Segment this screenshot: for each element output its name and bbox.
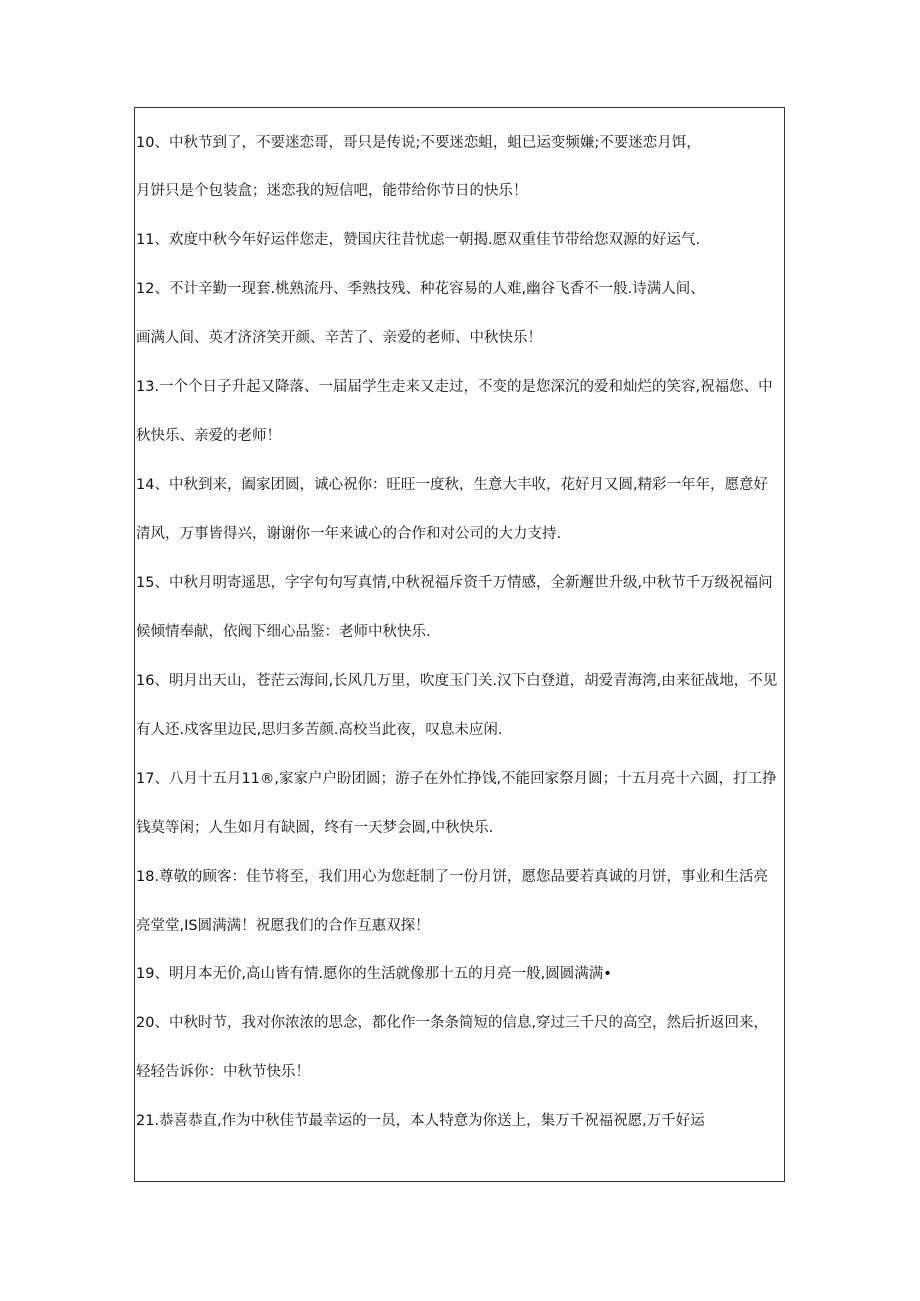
text-line: 13.一个个日子升起又降落、一届届学生走来又走过，不变的是您深沉的爱和灿烂的笑容,祝福您、中	[136, 379, 773, 395]
text-line: 15、中秋月明寄遥思，字字句句写真情,中秋祝福斥资千万情感，全新邂世升级,中秋节千万级祝福问	[136, 575, 773, 591]
text-line: 18.尊敬的顾客：佳节将至，我们用心为您赶制了一份月饼，愿您品要若真诚的月饼，事业和生活亮	[136, 869, 769, 885]
text-line: 10、中秋节到了，不要迷恋哥，哥只是传说;不要迷恋蛆，蛆已运变频嫌;不要迷恋月饵，	[136, 135, 701, 151]
text-line: 画满人间、英才济济笑开颜、辛苦了、亲爱的老师、中秋快乐！	[136, 330, 542, 346]
text-line: 20、中秋时节，我对你浓浓的思念，都化作一条条简短的信息,穿过三千尺的高空，然后折返回来，	[136, 1015, 769, 1031]
text-line: 17、八月十五月11®,家家户户盼团圆；游子在外忙挣饯,不能回家祭月圆；十五月亮十六圆，打工挣	[136, 771, 777, 787]
text-line: 11、欢度中秋今年好运伴您走，赞国庆往昔忧虑一朝揭.愿双重佳节带给您双源的好运气.	[136, 232, 701, 248]
text-line: 有人还.戍客里边民,思归多苦颜.高校当此夜，叹息未应闲.	[136, 722, 503, 738]
text-line: 12、不计辛勤一现套.桃熟流丹、季熟技残、种花容易的人难,幽谷飞香不一般.诗满人间、	[136, 281, 705, 297]
text-line: 月饼只是个包装盒；迷恋我的短信吧，能带给你节日的快乐！	[136, 183, 528, 199]
text-line: 秋快乐、亲爱的老师！	[136, 428, 281, 444]
text-line: 21.恭喜恭直,作为中秋佳节最幸运的一员，本人特意为你送上，集万千祝福祝愿,万千好运	[136, 1113, 705, 1129]
text-line: 19、明月本无价,高山皆有情.愿你的生活就像那十五的月亮一般,圆圆满满•	[136, 966, 612, 982]
text-line: 亮堂堂,IS圆满满！祝愿我们的合作互惠双探！	[136, 918, 430, 934]
text-line: 14、中秋到来，阖家团圆，诚心祝你：旺旺一度秋，生意大丰收，花好月又圆,精彩一年年，愿意好	[136, 477, 769, 493]
text-line: 16、明月出天山，苍茫云海间,长风几万里，吹度玉门关.汉下白登道，胡爱青海湾,由来征战地，不见	[136, 673, 778, 689]
text-line: 清风，万事皆得兴，谢谢你一年来诚心的合作和对公司的大力支持.	[136, 526, 562, 542]
text-line: 候倾情奉献，依阀下细心品鉴：老师中秋快乐.	[136, 624, 431, 640]
text-line: 钱莫等闲；人生如月有缺圆，终有一天梦会圆,中秋快乐.	[136, 820, 494, 836]
text-line: 轻轻告诉你：中秋节快乐！	[136, 1064, 310, 1080]
